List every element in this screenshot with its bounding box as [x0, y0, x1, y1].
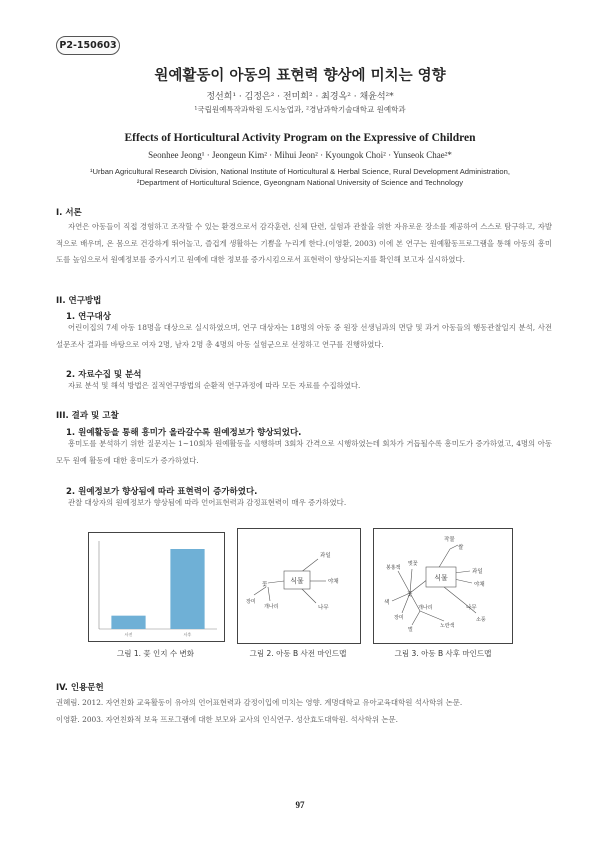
node-color: 색 [384, 600, 390, 606]
english-title: Effects of Horticultural Activity Program on the Expressive of Children [124, 132, 476, 144]
x-tick-label-1: 사전 [124, 632, 133, 637]
figure-3-box [373, 528, 513, 644]
korean-authors: 정선희¹ · 김정은² · 전미희² · 최경옥² · 채윤석²* [206, 92, 394, 102]
results-interest-paragraph [56, 436, 552, 469]
results-expression-text: 관찰 대상자의 원예정보가 향상됨에 따라 언어표현력과 감정표현력이 매우 증가하였다. [68, 498, 347, 507]
figure-1-box [88, 532, 225, 642]
figure-2-mind-map [238, 529, 360, 643]
node-vegetable: 야채 [474, 582, 485, 588]
figure-2-box [237, 528, 361, 644]
results-expression-paragraph [56, 495, 552, 512]
methods-data-paragraph [56, 378, 552, 395]
korean-title: 원예활동이 아동의 표현력 향상에 미치는 영향 [154, 68, 446, 84]
section-heading-methods: II. 연구방법 [56, 296, 102, 306]
subsection-heading-data-collection: 2. 자료수집 및 분석 [66, 370, 142, 380]
node-tree: 나무 [466, 605, 477, 611]
subsection-heading-subjects: 1. 연구대상 [66, 312, 111, 322]
node-balsam: 봉홍잭 [386, 565, 401, 571]
figure-3-caption: 그림 3. 아동 B 사후 마인드맵 [394, 649, 492, 658]
subsection-heading-expression: 2. 원예정보가 향상됨에 따라 표현력이 증가하였다. [66, 487, 258, 497]
figure-2-caption: 그림 2. 아동 B 사전 마인드맵 [249, 649, 347, 658]
bar-1 [111, 616, 145, 629]
figure-1-bar-chart [89, 533, 224, 641]
section-heading-results: III. 결과 및 고찰 [56, 411, 119, 421]
methods-subjects-paragraph [56, 320, 552, 353]
subsection-heading-interest: 1. 원예활동을 통해 흥미가 올라갈수록 원예정보가 향상되었다. [66, 428, 302, 438]
intro-text: 자연은 아동들이 직접 경험하고 조작할 수 있는 환경으로서 감각훈련, 신체 단련, 실험과 관찰을 위한 자유로운 장소를 제공하여 스스로 탐구하고, 자발적으로 배우며, 온 몸으로 건강하게 뛰어놀고, 즐겁게 생활하는 기쁨을 누리게 한다.(이영환, 2003) 이에 본 연구는 원예활동프로그램을 통해 아동의 흥미도를 높임으로서 원예정보를 증가시키고 원예에 대한 정보를 증가시킴으로서 표현력이 향상되는지를 확인해 보고자 실시하였다. [56, 222, 552, 264]
node-cherry-blossom: 벚꽃 [408, 561, 418, 567]
node-fruit: 과일 [320, 553, 331, 559]
english-affiliation-1: ¹Urban Agricultural Research Division, National Institute of Horticultural & Herbal Science, Rural Development Administration, [90, 167, 510, 176]
node-rose: 장미 [394, 615, 404, 621]
node-vegetable: 야채 [328, 579, 339, 585]
page-number: 97 [295, 800, 305, 810]
node-forsythia: 개나리 [264, 604, 279, 610]
node-rose: 장미 [246, 599, 256, 605]
figure-1-caption: 그림 1. 꽃 인지 수 변화 [116, 649, 195, 658]
results-interest-text: 흥미도를 분석하기 위한 질문지는 1~10회차 원예활동을 시행하며 3회차 간격으로 시행하였는데 회차가 거듭될수록 흥미도가 증가하였고, 4명의 아동 모두 원예 활동에 대한 흥미도가 증가하였다. [56, 439, 552, 465]
section-heading-intro: I. 서론 [56, 208, 82, 218]
x-tick-label-2: 사후 [183, 632, 192, 637]
section-heading-references: IV. 인용문헌 [56, 683, 104, 693]
poster-code-badge: P2-150603 [56, 36, 120, 55]
reference-2: 이영환. 2003. 자연친화적 보육 프로그램에 대한 보모와 교사의 인식연구. 성산효도대학원. 석사학위 논문. [56, 715, 398, 724]
methods-subjects-text: 어린이집의 7세 아동 18명을 대상으로 실시하였으며, 연구 대상자는 18명의 아동 중 원장 선생님과의 면담 및 과거 아동들의 행동관찰일지 분석, 사전 설문조사 결과를 바탕으로 여자 2명, 남자 2명 총 4명의 아동 실험군으로 선정하고 연구를 진행하였다. [56, 323, 552, 349]
node-picnic: 소풍 [476, 617, 486, 623]
node-fruit: 과일 [472, 569, 483, 575]
reference-1: 권혜림. 2012. 자연친화 교육활동이 유아의 언어표현력과 감정이입에 미치는 영향. 계명대학교 유아교육대학원 석사학위 논문. [56, 698, 463, 707]
figure-3-mind-map [374, 529, 512, 643]
methods-data-text: 자료 분석 및 해석 방법은 질적연구방법의 순환적 연구과정에 따라 모든 자료를 수집하였다. [68, 381, 361, 390]
intro-paragraph [56, 219, 552, 269]
node-center: 식물 [434, 574, 448, 582]
node-bee: 벌 [408, 627, 413, 633]
node-flower: 꽃 [262, 582, 268, 588]
node-center: 식물 [290, 577, 304, 585]
korean-affiliation: ¹국립원예특작과학원 도시농업과, ²경남과학기술대학교 원예학과 [194, 105, 406, 114]
english-affiliation-2: ²Department of Horticultural Science, Gyeongnam National University of Science and Technology [136, 178, 464, 187]
node-crop: 작물 [444, 537, 455, 543]
english-authors: Seonhee Jeong¹ · Jeongeun Kim² · Mihui Jeon² · Kyoungok Choi² · Yunseok Chae²* [148, 150, 452, 160]
node-forsythia: 개나리 [418, 605, 433, 611]
node-yellow: 노란색 [440, 623, 455, 629]
node-tree: 나무 [318, 605, 329, 611]
node-flower: 꽃 [407, 592, 413, 598]
bar-2 [170, 549, 204, 629]
node-rice: 쌀 [458, 545, 464, 551]
